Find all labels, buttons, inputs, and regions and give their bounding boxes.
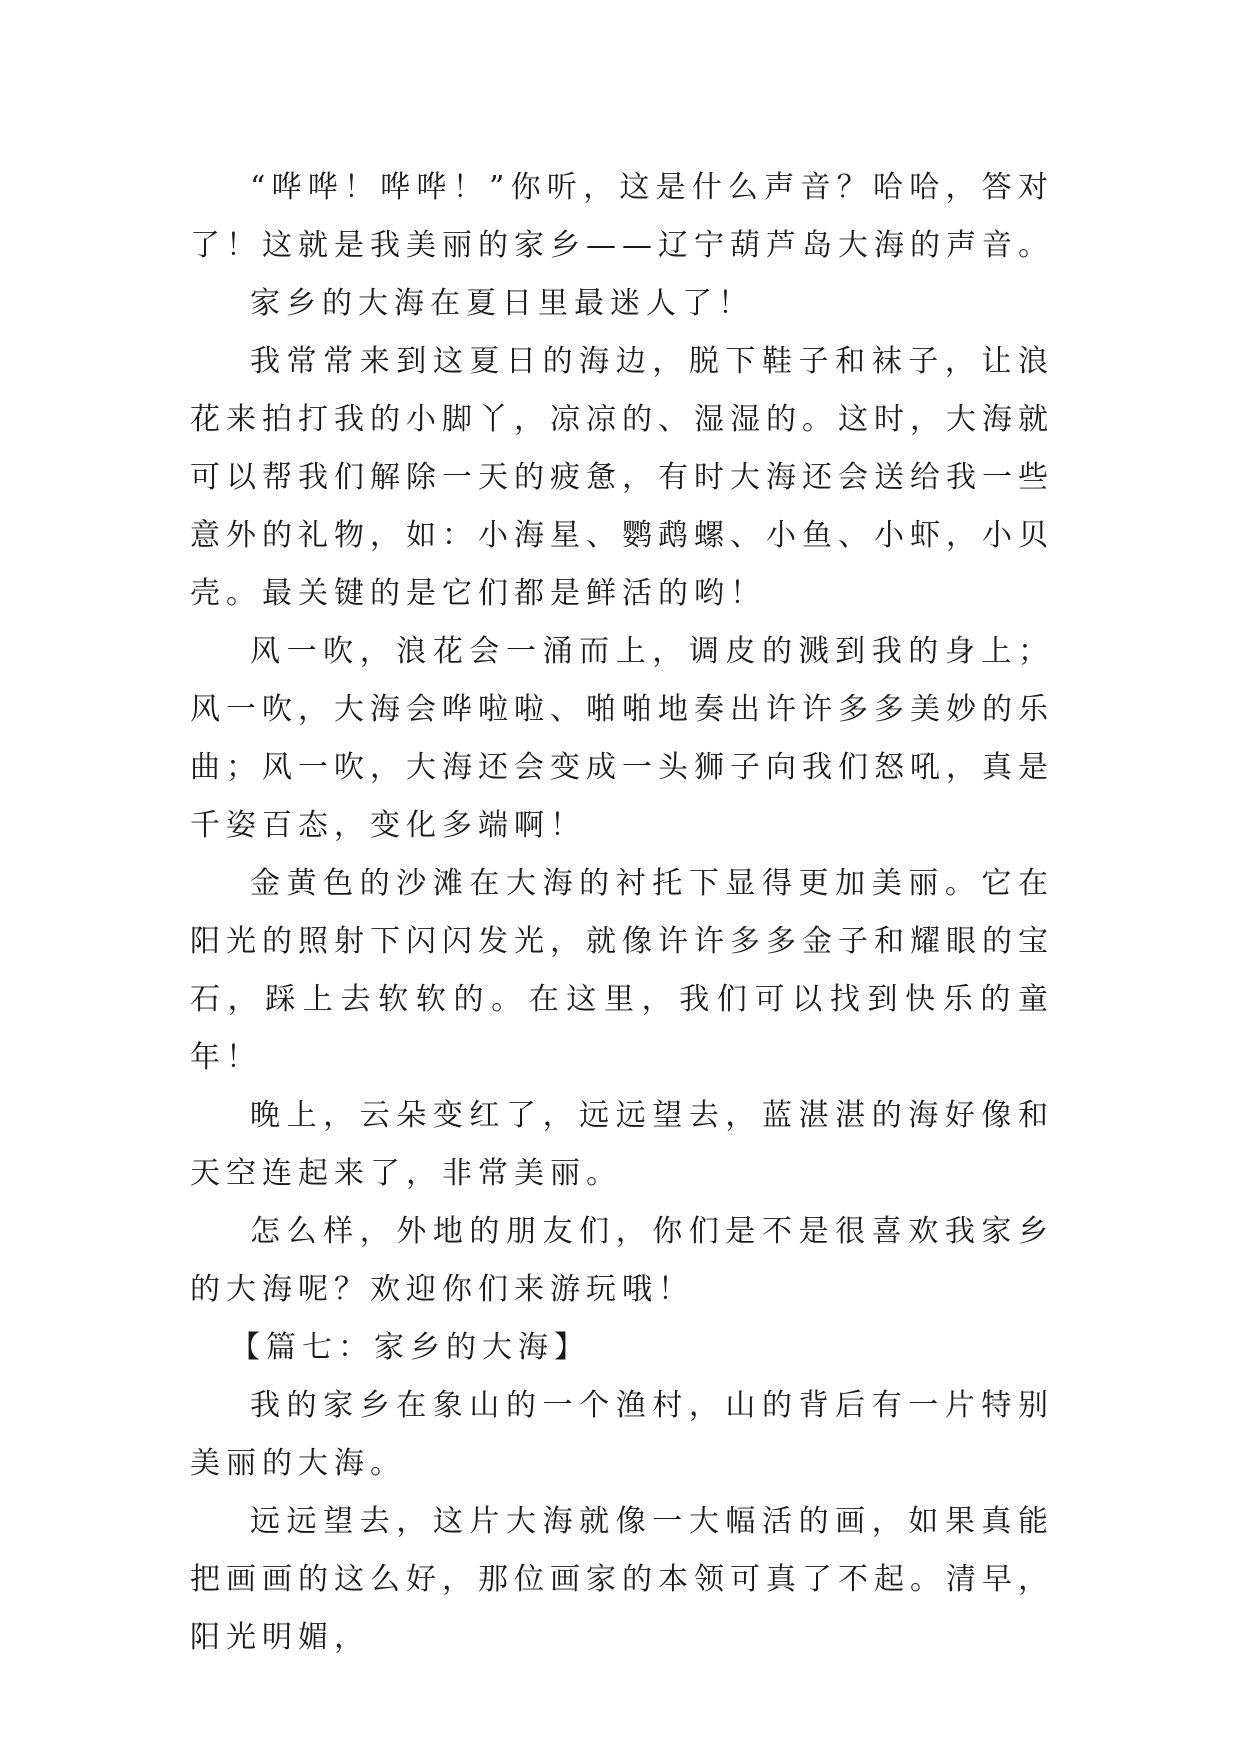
- paragraph: 我常常来到这夏日的海边，脱下鞋子和袜子，让浪花来拍打我的小脚丫，凉凉的、湿湿的。这时，大海就可以帮我们解除一天的疲惫，有时大海还会送给我一些意外的礼物，如：小海星、鹦鹉螺、小鱼、小虾，小贝壳。最关键的是它们都是鲜活的哟！: [190, 344, 1054, 611]
- paragraph: 我的家乡在象山的一个渔村，山的背后有一片特别美丽的大海。: [190, 1388, 1054, 1481]
- paragraph: 怎么样，外地的朋友们，你们是不是很喜欢我家乡的大海呢？欢迎你们来游玩哦！: [190, 1214, 1054, 1307]
- paragraph: 晚上，云朵变红了，远远望去，蓝湛湛的海好像和天空连起来了，非常美丽。: [190, 1098, 1054, 1191]
- paragraph: 风一吹，浪花会一涌而上，调皮的溅到我的身上；风一吹，大海会哗啦啦、啪啪地奏出许许多多美妙的乐曲；风一吹，大海还会变成一头狮子向我们怒吼，真是千姿百态，变化多端啊！: [190, 634, 1054, 843]
- body-text: [190, 159, 1054, 1667]
- paragraph: 远远望去，这片大海就像一大幅活的画，如果真能把画画的这么好，那位画家的本领可真了不起。清早，阳光明媚，: [190, 1504, 1054, 1655]
- paragraph: 家乡的大海在夏日里最迷人了！: [250, 286, 754, 321]
- section-heading: 【篇七：家乡的大海】: [230, 1330, 590, 1365]
- paragraph: 金黄色的沙滩在大海的衬托下显得更加美丽。它在阳光的照射下闪闪发光，就像许许多多金子和耀眼的宝石，踩上去软软的。在这里，我们可以找到快乐的童年！: [190, 866, 1054, 1075]
- paragraph: “哗哗！哗哗！”你听，这是什么声音？哈哈，答对了！这就是我美丽的家乡——辽宁葫芦岛大海的声音。: [190, 170, 1054, 263]
